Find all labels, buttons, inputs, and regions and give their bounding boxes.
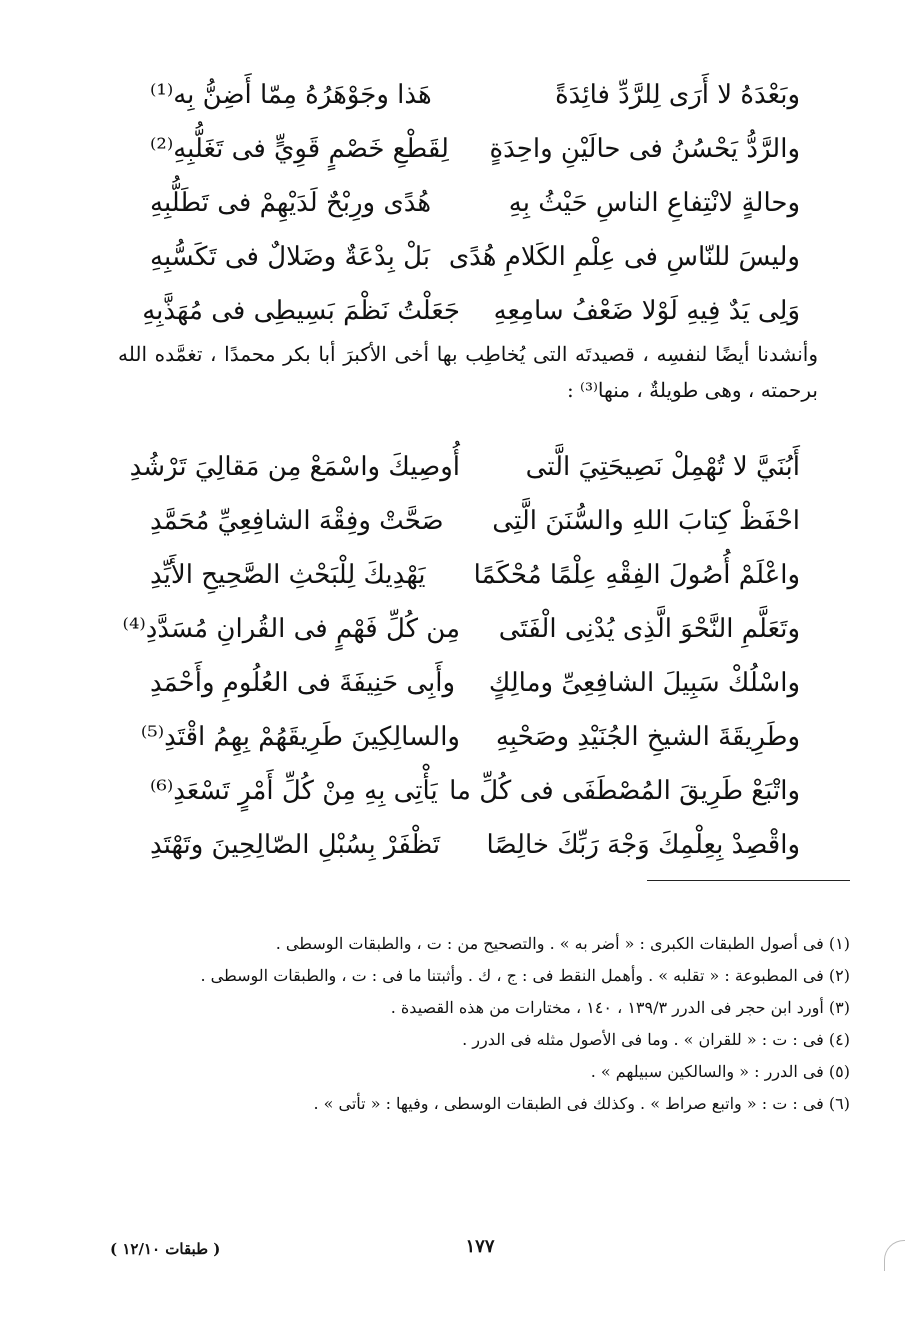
verse bbox=[150, 176, 800, 230]
printer-signature: ( طبقات ١٢/١٠ ) bbox=[110, 1240, 221, 1258]
verse-second-hemistich: جَعَلْتُ نَظْمَ بَسِيطِى فى مُهَذَّبِهِ bbox=[142, 296, 460, 326]
verse bbox=[142, 284, 800, 338]
verse bbox=[150, 818, 800, 872]
footnote-separator bbox=[647, 880, 850, 881]
verse-second-hemistich: تَظْفَرْ بِسُبْلِ الصّالِحِينَ وتَهْتَدِ bbox=[150, 830, 441, 860]
verse-second-hemistich: مِن كُلِّ فَهْمٍ فى القُرانِ مُسَدَّدِ⁽⁴⁾ bbox=[122, 614, 460, 644]
verse bbox=[122, 602, 800, 656]
verse bbox=[150, 764, 800, 818]
footnote-2: (٢) فى المطبوعة : « تقلبه » . وأهمل النقط فى : ج ، ك . وأثبتنا ما فى : ت ، والطبقات الوسطى . bbox=[200, 966, 850, 985]
prose-paragraph bbox=[118, 336, 818, 408]
verse-first-hemistich: أَبُنَيَّ لا تُهْمِلْ نَصِيحَتِيَ الَّتى bbox=[525, 452, 800, 482]
footnote-1: (١) فى أصول الطبقات الكبرى : « أضر به » . والتصحيح من : ت ، والطبقات الوسطى . bbox=[275, 934, 850, 953]
verse-second-hemistich: أُوصِيكَ واسْمَعْ مِن مَقالِيَ تَرْشُدِ bbox=[129, 452, 460, 482]
verse bbox=[150, 230, 800, 284]
verse-first-hemistich: وَلِى يَدٌ فِيهِ لَوْلا ضَعْفُ سامِعِهِ bbox=[493, 296, 800, 326]
verse bbox=[150, 494, 800, 548]
footnote-6: (٦) فى : ت : « واتبع صراط » . وكذلك فى الطبقات الوسطى ، وفيها : « تأتى » . bbox=[313, 1094, 850, 1113]
footnote-3: (٣) أورد ابن حجر فى الدرر ١٣٩/٣ ، ١٤٠ ، مختارات من هذه القصيدة . bbox=[390, 998, 850, 1017]
page-number: ١٧٧ bbox=[465, 1236, 495, 1257]
verse-second-hemistich: هُدًى ورِبْحٌ لَدَيْهِمْ فى تَطَلُّبِهِ bbox=[150, 188, 432, 218]
verse-second-hemistich: يَهْدِيكَ لِلْبَحْثِ الصَّحِيحِ الأَيِّدِ bbox=[150, 560, 426, 590]
verse-first-hemistich: وليسَ للنّاسِ فى عِلْمِ الكَلامِ هُدًى bbox=[448, 242, 800, 272]
verse-first-hemistich: وبَعْدَهُ لا أَرَى لِلرَّدِّ فائِدَةً bbox=[555, 80, 800, 110]
verse-first-hemistich: واقْصِدْ بِعِلْمِكَ وَجْهَ رَبِّكَ خالِصًا bbox=[486, 830, 800, 860]
verse-second-hemistich: بَلْ بِدْعَةٌ وضَلالٌ فى تَكَسُّبِهِ bbox=[150, 242, 431, 272]
footnote-4: (٤) فى : ت : « للقران » . وما فى الأصول مثله فى الدرر . bbox=[462, 1030, 850, 1049]
footnotes bbox=[120, 928, 850, 1120]
footnote-5: (٥) فى الدرر : « والسالكين سبيلهم » . bbox=[590, 1062, 850, 1081]
verse-second-hemistich: هَذا وجَوْهَرُهُ مِمّا أَضِنُّ بِه⁽¹⁾ bbox=[150, 80, 432, 110]
verse-first-hemistich: والرَّدُّ يَحْسُنُ فى حالَيْنِ واحِدَةٍ bbox=[489, 134, 800, 164]
verse-first-hemistich: وتَعَلَّمِ النَّحْوَ الَّذِى يُدْنِى الْفَتَى bbox=[498, 614, 800, 644]
verse bbox=[129, 440, 800, 494]
verse-first-hemistich: واعْلَمْ أُصُولَ الفِقْهِ عِلْمًا مُحْكَمًا bbox=[473, 560, 800, 590]
verse bbox=[150, 548, 800, 602]
verse-second-hemistich: يَأْتِى بِهِ مِنْ كُلِّ أَمْرٍ تَسْعَدِ⁽⁶⁾ bbox=[150, 776, 438, 806]
verse-first-hemistich: واسْلُكْ سَبِيلَ الشافِعِىِّ ومالِكٍ bbox=[488, 668, 800, 698]
verse-first-hemistich: احْفَظْ كِتابَ اللهِ والسُّنَنَ الَّتِى bbox=[492, 506, 800, 536]
verse bbox=[140, 710, 800, 764]
verse bbox=[150, 656, 800, 710]
verse-second-hemistich: وأَبِى حَنِيفَةَ فى العُلُومِ وأَحْمَدِ bbox=[150, 668, 456, 698]
verse-first-hemistich: وطَرِيقَةَ الشيخِ الجُنَيْدِ وصَحْبِهِ bbox=[495, 722, 800, 752]
verse-first-hemistich: وحالةٍ لانْتِفاعِ الناسِ حَيْثُ بِهِ bbox=[508, 188, 800, 218]
prose-text: وأنشدنا أيضًا لنفسِه ، قصيدتَه التى يُخاطِب بها أخى الأكبرَ أبا بكر محمدًا ، تغمَّده الله برحمته ، وهى طويلةٌ ، منها⁽³⁾ : bbox=[118, 342, 818, 402]
poem-block-1 bbox=[142, 68, 800, 338]
poem-block-2 bbox=[122, 440, 800, 872]
verse-second-hemistich: صَحَّتْ وفِقْهَ الشافِعِيِّ مُحَمَّدِ bbox=[150, 506, 444, 536]
verse-second-hemistich: لِقَطْعِ خَصْمٍ قَوِيٍّ فى تَغَلُّبِهِ⁽²⁾ bbox=[150, 134, 449, 164]
verse-second-hemistich: والسالِكِينَ طَرِيقَهُمْ بِهِمُ اقْتَدِ⁽⁵⁾ bbox=[140, 722, 460, 752]
verse bbox=[150, 122, 800, 176]
verse bbox=[150, 68, 800, 122]
page-corner-mark bbox=[884, 1240, 905, 1271]
verse-first-hemistich: واتْبَعْ طَرِيقَ المُصْطَفَى فى كُلِّ ما bbox=[449, 776, 800, 806]
